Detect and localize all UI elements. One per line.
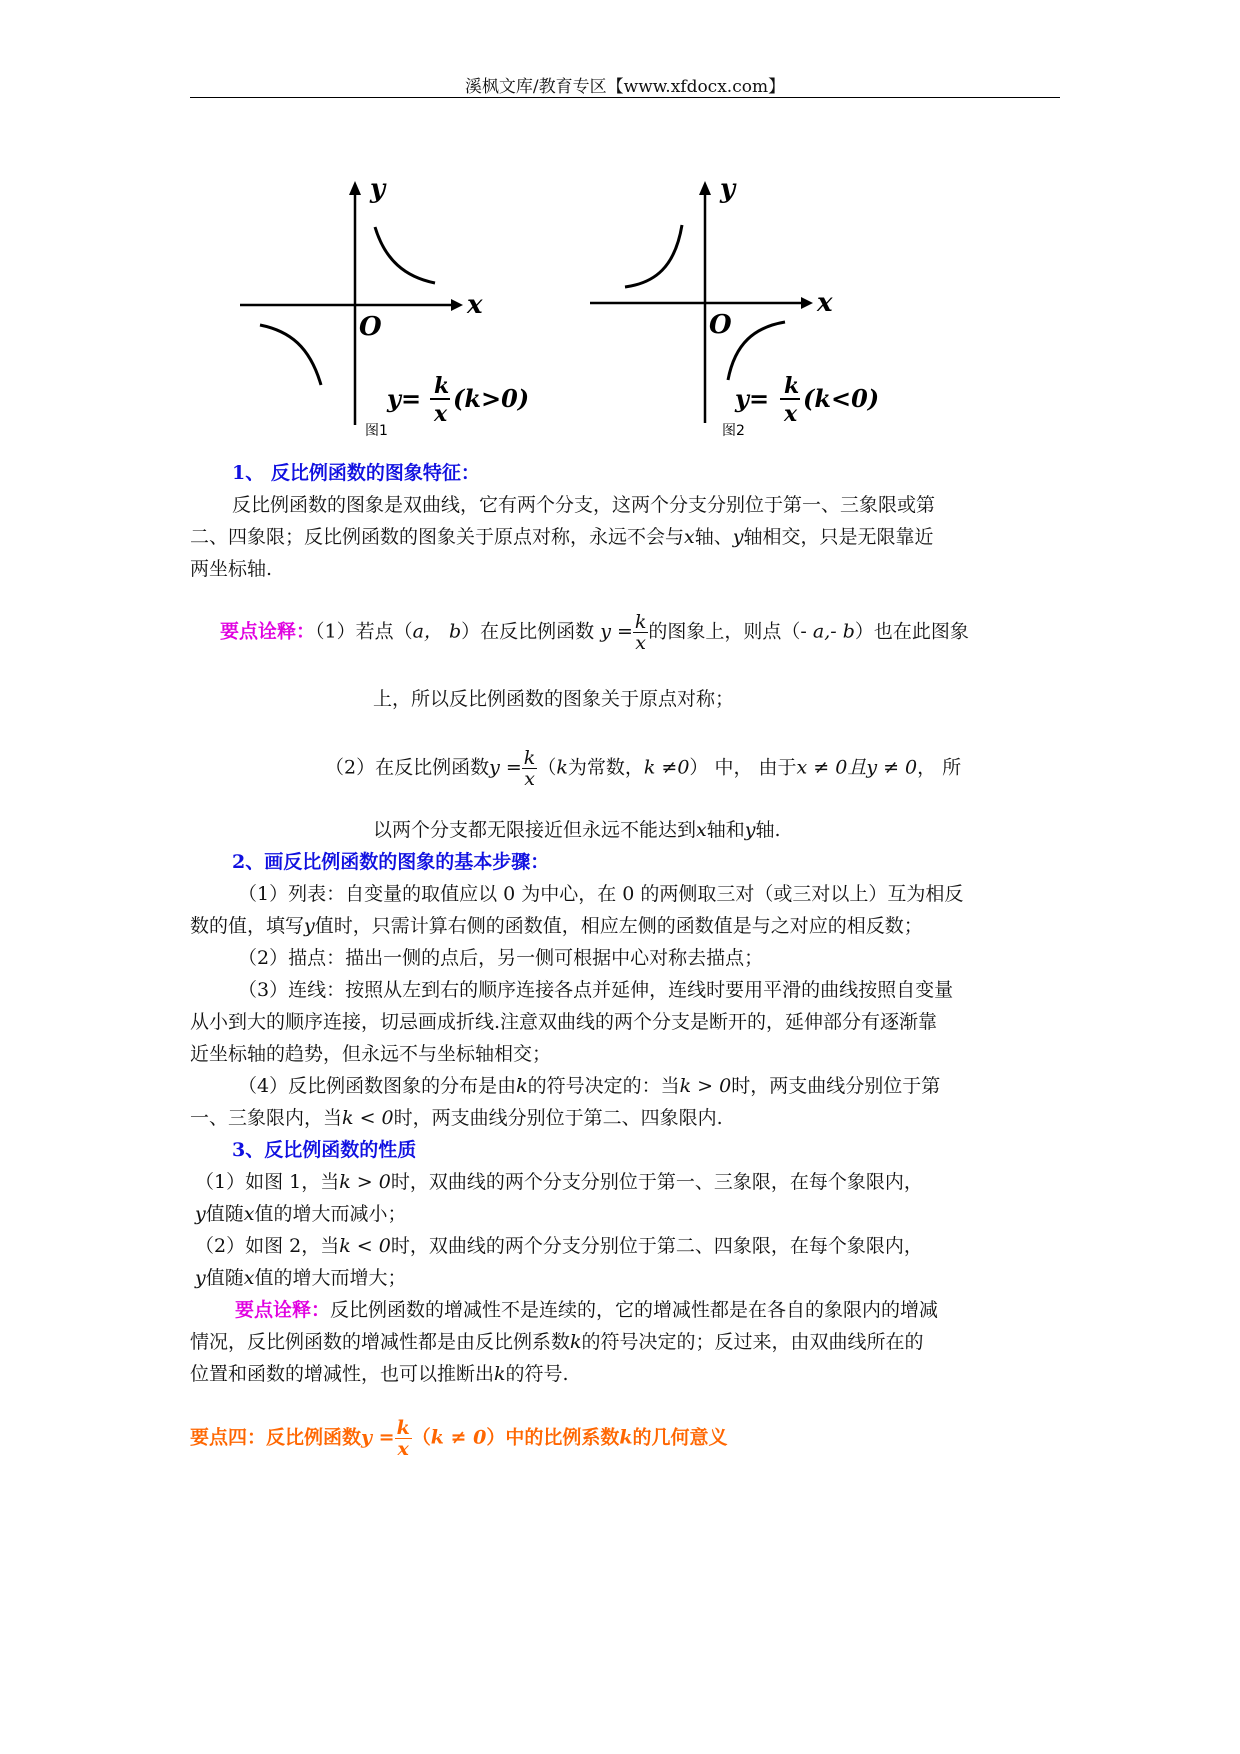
header-divider xyxy=(190,97,1060,98)
fraction-k-over-x: $\frac{k}{x}$ xyxy=(523,747,536,790)
y-axis-label: y xyxy=(370,175,386,204)
s1-note-1: 要点诠释：（1）若点（a， b）在反比例函数 y = $\frac{k}{x}$ 的图象上，则点（- a,- b）也在此图象 xyxy=(220,611,969,654)
x-axis-arrow xyxy=(451,299,463,311)
s3-p2-line2: y值随x值的增大而增大； xyxy=(195,1267,407,1289)
s2-p4-line2: 一、三象限内，当k < 0时，两支曲线分别位于第二、四象限内. xyxy=(190,1107,723,1129)
x-axis-label: x xyxy=(817,288,833,318)
s3-p1-line2: y值随x值的增大而减小； xyxy=(195,1203,407,1225)
s1-line1: 反比例函数的图象是双曲线，它有两个分支，这两个分支分别位于第一、三象限或第 xyxy=(232,494,936,516)
figure-2-graph xyxy=(585,175,925,440)
x-axis-arrow xyxy=(801,297,813,309)
s2-p1-line2: 数的值，填写y值时，只需计算右侧的函数值，相应左侧的函数值是与之对应的相反数； xyxy=(190,915,923,937)
formula-lhs: y= xyxy=(387,384,422,413)
section-2-title: 2、画反比例函数的图象的基本步骤： xyxy=(232,851,550,873)
s1-line2: 二、四象限；反比例函数的图象关于原点对称，永远不会与x轴、y轴相交，只是无限靠近 xyxy=(190,526,934,548)
hyperbola-branch-q3 xyxy=(260,325,321,385)
y-axis-arrow xyxy=(349,181,361,195)
section-1-title: 1、 反比例函数的图象特征： xyxy=(232,462,480,484)
page-header: 溪枫文库/教育专区【www.xfdocx.com】 xyxy=(464,77,786,97)
hyperbola-branch-q4 xyxy=(728,322,785,380)
s1-note-2-cont: 以两个分支都无限接近但永远不能达到x轴和y轴. xyxy=(373,819,781,841)
origin-label: O xyxy=(359,312,382,342)
s2-p3-line3: 近坐标轴的趋势，但永远不与坐标轴相交； xyxy=(190,1043,552,1065)
s1-line3: 两坐标轴. xyxy=(190,558,273,580)
s1-note-2: （2）在反比例函数y = $\frac{k}{x}$ （k为常数，k ≠0） 中， 由于x ≠ 0且y ≠ 0， 所 xyxy=(325,747,962,790)
s2-p3-line1: （3）连线：按照从左到右的顺序连接各点并延伸，连线时要用平滑的曲线按照自变量 xyxy=(238,979,954,1001)
formula-numerator: k xyxy=(784,373,800,399)
s2-p2: （2）描点：描出一侧的点后，另一侧可根据中心对称去描点； xyxy=(238,947,764,969)
formula-numerator: k xyxy=(434,373,450,399)
s3-p2-line1: （2）如图 2，当k < 0时，双曲线的两个分支分别位于第二、四象限，在每个象限内， xyxy=(195,1235,923,1257)
s3-p1-line1: （1）如图 1，当k > 0时，双曲线的两个分支分别位于第一、三象限，在每个象限内， xyxy=(195,1171,923,1193)
formula-denominator: x xyxy=(434,401,448,427)
y-axis-arrow xyxy=(699,181,711,195)
fraction-k-over-x: $\frac{k}{x}$ xyxy=(634,611,647,654)
formula-lhs: y= xyxy=(735,384,770,413)
s1-note-1-cont: 上，所以反比例函数的图象关于原点对称； xyxy=(373,688,735,710)
figure-caption: 图1 xyxy=(365,423,388,439)
formula-denominator: x xyxy=(784,401,798,427)
section-3-title: 3、反比例函数的性质 xyxy=(232,1139,417,1161)
s3-note-line1: 要点诠释：反比例函数的增减性不是连续的，它的增减性都是在各自的象限内的增减 xyxy=(235,1299,939,1321)
y-axis-label: y xyxy=(720,175,736,204)
s3-note-line3: 位置和函数的增减性，也可以推断出k的符号. xyxy=(190,1363,569,1385)
fraction-k-over-x: $\frac{k}{x}$ xyxy=(396,1417,410,1460)
x-axis-label: x xyxy=(467,290,483,320)
figure-caption: 图2 xyxy=(722,423,745,439)
formula-condition: (k>0) xyxy=(453,384,530,413)
s2-p4-line1: （4）反比例函数图象的分布是由k的符号决定的：当k > 0时，两支曲线分别位于第 xyxy=(238,1075,941,1097)
key-point-4-heading: 要点四：反比例函数y = $\frac{k}{x}$ （k ≠ 0）中的比例系数k的几何意义 xyxy=(190,1417,728,1460)
s2-p3-line2: 从小到大的顺序连接，切忌画成折线.注意双曲线的两个分支是断开的，延伸部分有逐渐靠 xyxy=(190,1011,938,1033)
figure-1-graph xyxy=(235,175,555,440)
s2-p1-line1: （1）列表：自变量的取值应以 0 为中心，在 0 的两侧取三对（或三对以上）互为相反 xyxy=(238,883,964,905)
formula-condition: (k<0) xyxy=(803,384,880,413)
hyperbola-branch-q1 xyxy=(375,227,435,283)
s3-note-line2: 情况，反比例函数的增减性都是由反比例系数k的符号决定的；反过来，由双曲线所在的 xyxy=(190,1331,924,1353)
origin-label: O xyxy=(709,310,732,340)
hyperbola-branch-q2 xyxy=(625,225,682,287)
